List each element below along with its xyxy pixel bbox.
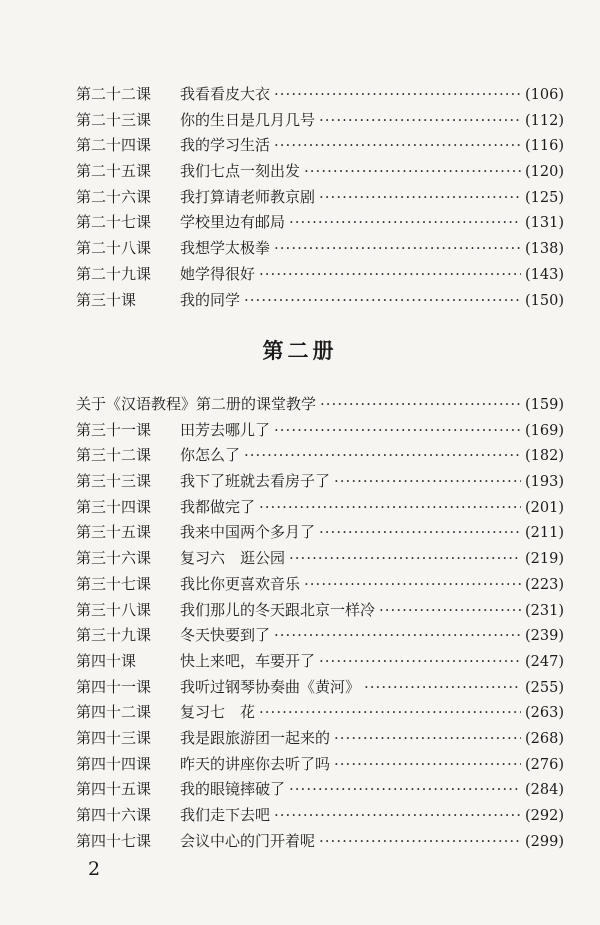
dot-leader: [259, 262, 521, 288]
toc-entry-lesson: 第二十七课: [76, 213, 152, 232]
toc-entry-lesson: 第三十六课: [76, 549, 152, 568]
toc-entry-title: 我下了班就去看房子了: [180, 472, 331, 491]
dot-leader: [320, 392, 521, 418]
dot-leader: [379, 598, 521, 624]
toc-entry-title: 你怎么了: [180, 446, 241, 465]
toc-entry[interactable]: [76, 495, 564, 521]
dot-leader: [289, 777, 521, 803]
dot-leader: [274, 82, 521, 108]
toc-entry-lesson: 第三十三课: [76, 472, 152, 491]
dot-leader: [289, 546, 521, 572]
volume-heading: 第二册: [262, 339, 338, 363]
toc-entry-page: (299): [525, 833, 564, 850]
toc-list-volume-2: [76, 418, 564, 855]
dot-leader: [244, 288, 521, 314]
toc-entry-title: 我来中国两个多月了: [180, 523, 316, 542]
toc-entry[interactable]: [76, 726, 564, 752]
dot-leader: [274, 418, 521, 444]
toc-entry-title: 复习七 花: [180, 703, 256, 722]
toc-entry-lesson: 第四十一课: [76, 677, 152, 696]
toc-entry-lesson: 第四十四课: [76, 754, 152, 773]
toc-entry[interactable]: [76, 133, 564, 159]
toc-entry-intro[interactable]: [76, 392, 564, 418]
toc-entry-title: 昨天的讲座你去听了吗: [180, 754, 331, 773]
toc-entry-lesson: 第三十四课: [76, 497, 152, 516]
toc-entry-title: 关于《汉语教程》第二册的课堂教学: [76, 395, 317, 413]
dot-leader: [334, 726, 521, 752]
toc-entry-lesson: 第四十七课: [76, 831, 152, 850]
toc-entry-page: (131): [525, 215, 564, 232]
toc-entry-page: (201): [525, 499, 564, 516]
toc-section-volume-2: [76, 392, 564, 854]
toc-entry[interactable]: [76, 598, 564, 624]
toc-entry[interactable]: [76, 752, 564, 778]
toc-entry-lesson: 第二十八课: [76, 239, 152, 258]
toc-entry-page: (120): [525, 164, 564, 181]
toc-entry-page: (268): [525, 730, 564, 747]
dot-leader: [334, 752, 521, 778]
dot-leader: [274, 623, 521, 649]
toc-entry[interactable]: [76, 262, 564, 288]
toc-entry-lesson: 第三十五课: [76, 523, 152, 542]
toc-entry-title: 我们那儿的冬天跟北京一样冷: [180, 600, 376, 619]
toc-entry-title: 我的眼镜摔破了: [180, 780, 286, 799]
toc-entry-page: (211): [525, 525, 564, 542]
toc-entry-lesson: 第三十七课: [76, 574, 152, 593]
dot-leader: [304, 572, 521, 598]
toc-entry-lesson: 第二十五课: [76, 162, 152, 181]
toc-entry[interactable]: [76, 572, 564, 598]
toc-entry[interactable]: [76, 82, 564, 108]
dot-leader: [289, 210, 521, 236]
dot-leader: [244, 443, 521, 469]
toc-entry[interactable]: [76, 443, 564, 469]
toc-entry-lesson: 第二十二课: [76, 85, 152, 103]
toc-section-volume-1: [76, 82, 564, 313]
toc-entry-page: (255): [525, 679, 564, 696]
dot-leader: [274, 803, 521, 829]
toc-entry-title: 我的学习生活: [180, 136, 271, 155]
toc-entry-title: 我们七点一刻出发: [180, 162, 301, 181]
toc-entry[interactable]: [76, 288, 564, 314]
page-number: 2: [88, 858, 101, 880]
toc-entry-page: (239): [525, 628, 564, 645]
toc-entry-title: 我的同学: [180, 290, 241, 309]
toc-entry-page: (219): [525, 551, 564, 568]
toc-entry-page: (112): [525, 112, 564, 129]
toc-entry-title: 我都做完了: [180, 497, 256, 516]
toc-entry[interactable]: [76, 700, 564, 726]
toc-entry-title: 冬天快要到了: [180, 626, 271, 645]
toc-entry-page: (106): [525, 87, 564, 103]
toc-entry-title: 我想学太极拳: [180, 239, 271, 258]
toc-entry-title: 我比你更喜欢音乐: [180, 574, 301, 593]
dot-leader: [364, 675, 521, 701]
toc-entry-title: 我们走下去吧: [180, 806, 271, 824]
toc-entry[interactable]: [76, 418, 564, 444]
toc-entry-title: 学校里边有邮局: [180, 213, 286, 232]
toc-entry-lesson: 第二十四课: [76, 136, 152, 155]
toc-entry[interactable]: [76, 546, 564, 572]
dot-leader: [319, 108, 521, 134]
toc-entry-title: 你的生日是几月几号: [180, 110, 316, 129]
toc-entry[interactable]: [76, 649, 564, 675]
toc-entry-title: 我听过钢琴协奏曲《黄河》: [180, 677, 361, 696]
toc-entry-page: (143): [525, 266, 564, 283]
toc-entry-lesson: 第四十六课: [76, 806, 152, 824]
toc-entry-page: (116): [525, 138, 564, 155]
toc-entry-title: 她学得很好: [180, 264, 256, 283]
toc-entry-title: 田芳去哪儿了: [180, 420, 271, 439]
toc-entry-page: (150): [525, 292, 564, 309]
toc-entry-title: 我看看皮大衣: [180, 85, 271, 103]
toc-entry-page: (292): [525, 808, 564, 824]
toc-entry[interactable]: [76, 803, 564, 829]
dot-leader: [274, 133, 521, 159]
toc-entry-lesson: 第四十课: [76, 651, 137, 670]
toc-entry-lesson: 第四十三课: [76, 728, 152, 747]
dot-leader: [319, 649, 521, 675]
toc-entry[interactable]: [76, 210, 564, 236]
toc-entry[interactable]: [76, 520, 564, 546]
toc-entry-lesson: 第二十三课: [76, 110, 152, 129]
toc-entry[interactable]: [76, 829, 564, 855]
toc-entry-lesson: 第三十八课: [76, 600, 152, 619]
toc-entry-page: (193): [525, 474, 564, 491]
toc-entry-page: (231): [525, 602, 564, 619]
toc-entry-page: (169): [525, 422, 564, 439]
toc-entry-lesson: 第二十九课: [76, 264, 152, 283]
toc-entry[interactable]: [76, 469, 564, 495]
toc-entry[interactable]: [76, 623, 564, 649]
toc-entry[interactable]: [76, 675, 564, 701]
toc-entry-page: (247): [525, 653, 564, 670]
toc-entry-page: (138): [525, 241, 564, 258]
toc-entry-page: (159): [525, 397, 564, 413]
toc-entry-page: (276): [525, 756, 564, 773]
dot-leader: [274, 236, 521, 262]
toc-entry-lesson: 第三十一课: [76, 420, 152, 439]
toc-entry[interactable]: [76, 159, 564, 185]
toc-entry-title: 会议中心的门开着呢: [180, 831, 316, 850]
dot-leader: [259, 700, 521, 726]
toc-entry-title: 我是跟旅游团一起来的: [180, 728, 331, 747]
dot-leader: [319, 185, 521, 211]
toc-entry-page: (263): [525, 705, 564, 722]
toc-entry-page: (125): [525, 189, 564, 206]
toc-entry-title: 快上来吧，车要开了: [180, 651, 316, 670]
dot-leader: [319, 829, 521, 855]
toc-entry-page: (182): [525, 448, 564, 465]
dot-leader: [304, 159, 521, 185]
toc-entry[interactable]: [76, 777, 564, 803]
toc-entry-lesson: 第三十课: [76, 290, 137, 309]
dot-leader: [334, 469, 521, 495]
toc-entry[interactable]: [76, 185, 564, 211]
toc-entry[interactable]: [76, 108, 564, 134]
toc-entry-title: 复习六 逛公园: [180, 549, 286, 568]
toc-entry-lesson: 第三十二课: [76, 446, 152, 465]
dot-leader: [319, 520, 521, 546]
toc-entry-lesson: 第三十九课: [76, 626, 152, 645]
toc-entry[interactable]: [76, 236, 564, 262]
toc-entry-title: 我打算请老师教京剧: [180, 187, 316, 206]
toc-entry-lesson: 第四十五课: [76, 780, 152, 799]
toc-entry-lesson: 第四十二课: [76, 703, 152, 722]
toc-entry-page: (223): [525, 576, 564, 593]
toc-entry-page: (284): [525, 782, 564, 799]
dot-leader: [259, 495, 521, 521]
toc-entry-lesson: 第二十六课: [76, 187, 152, 206]
